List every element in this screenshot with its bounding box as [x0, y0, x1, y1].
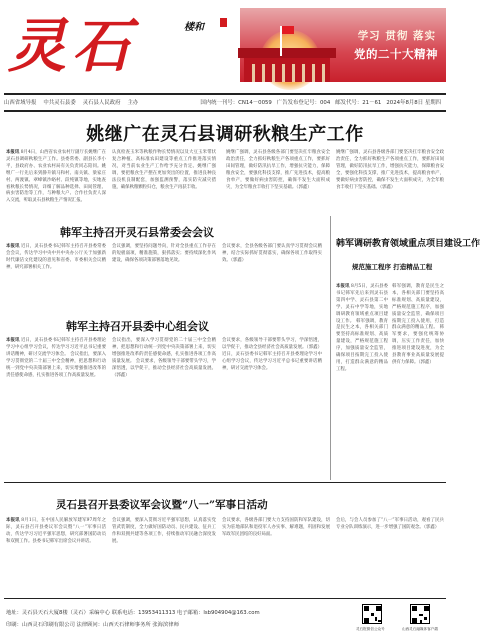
logo-signature: 楼和	[184, 22, 204, 33]
lead-headline: 姚继广在灵石县调研秋粮生产工作	[86, 124, 364, 145]
dateline: 本报讯	[6, 150, 20, 155]
story5-column-3	[222, 518, 330, 594]
lead-column-2	[112, 150, 216, 212]
newspaper-logo	[6, 4, 236, 84]
article-text: 韩军强调，教育是民生之本，各相关部门要坚持高标准规划、高质量建设，严格规范施工程序，加强质量安全监管，确保项目按期完工投入使用，打造群众满意的精品工程。	[392, 284, 444, 331]
story5-column-2	[112, 518, 216, 594]
dateline: 本报讯	[6, 338, 20, 343]
story4-headline: 韩军调研教育领域重点项目建设工作	[336, 239, 480, 249]
info-item: 邮发代号：21－61	[335, 100, 382, 106]
story3-column-3	[222, 338, 322, 468]
masthead	[0, 0, 450, 90]
story4-subheadline: 规范施工程序 打造精品工程	[352, 263, 433, 271]
lead-column-3	[226, 150, 330, 212]
qr-code-icon	[410, 604, 430, 624]
article-text: 姚继广强调，灵石县各级各部门要坚决扛牢粮食安全政治责任，全力抓好秋粮生产各项重点工作，要抓好田间管理，做好防汛抗旱工作，增强抗灾能力，保障粮食安全，要强化科技支撑，推广先进技术，提高粮食单产，要做好病虫害防控，确保不发生大面积成灾，为全年粮食丰收打下坚实基础。（郭鑫）	[226, 150, 330, 190]
great-hall-graphic	[244, 56, 330, 82]
article-text: 8月5日，灵石县委书记韩军先后来到灵石县第四中学、灵石县第二中学、灵石中学等地，实地调研教育领域重点项目建设工作。	[336, 284, 388, 324]
footer-printer: 印刷：山西灵石印刷有限公司 法律顾问：山西天石律师事务所 张海滨律师	[6, 622, 179, 628]
article-text: 认真检查玉米等秋粮作物长势情况以及大豆玉米带状复合种植、高标准农田建设等重点工作推进落实情况，对当前农业生产工作给予充分肯定。姚继广强调，要把粮食生产摆在更加突出的位置，推进良种良法良机良制配套，加强监测预警，落实防灾减灾措施，确保秋粮颗粒归仓，粮食生产再获丰收。	[112, 150, 216, 190]
article-text: 近日，灵石县委书记韩军主持召开县委理论学习中心组学习会议，传达学习习近平总书记重要讲话精神，研讨交流学习体会。	[222, 351, 322, 371]
publication-info-bar	[0, 95, 450, 109]
banner-slogan-line2: 党的二十大精神	[354, 47, 438, 61]
info-item: 国内统一刊号：CN14－0059	[200, 100, 272, 106]
story3-column-1	[6, 338, 106, 468]
qr-code-icon	[362, 604, 382, 624]
seal-stamp	[220, 18, 227, 27]
article-text: 近日，灵石县委书记韩军主持召开县委常委会会议，传达学习中央中共中央办公厅关于加强新时代廉洁文化建设的意见和省委、市委相关会议精神，研究部署相关工作。	[6, 244, 106, 270]
article-text: 会议要求，各级领导干部要带头学习，学深悟透，以学促干，推动全县经济社会高质量发展。（郭鑫）	[222, 338, 322, 350]
lead-column-4	[336, 150, 444, 212]
story2-column-3	[222, 244, 322, 308]
story4-column-2	[392, 284, 444, 468]
article-text: 会议要求，全县各级各部门要认真学习贯彻会议精神，结合实际抓好贯彻落实，确保各项工作取得实效。（郭鑫）	[222, 244, 322, 263]
article-text: 8月1日，在中国人民解放军建军97周年之际，灵石县召开县委议军会议暨“八一”军事日活动，传达学习习近平强军思想，研究部署国防动员和双拥工作。县委书记韩军出席会议并讲话。	[6, 518, 106, 544]
dateline: 本报讯	[336, 284, 350, 289]
article-text: 韩军要求，要强化统筹协调，压实工作责任，加快推进项目建设进度，为全县教育事业高质量发展提供有力保障。（郭鑫）	[392, 325, 444, 365]
qr-label: 山西灵石融媒体客户端	[402, 627, 438, 631]
info-item: 主办	[127, 100, 139, 106]
info-item: 中共灵石县委	[43, 100, 76, 106]
article-text: 会议指出，要深入学习贯彻党的二十届三中全会精神，把思想和行动统一到党中央决策部署上来，切实增强推进改革的责任感使命感，扎实推进各项工作高质量发展。	[112, 338, 216, 364]
info-item: 山西省域导报	[4, 100, 37, 106]
article-text: 会议指出，要深入学习贯彻党的二十届三中全会精神，把思想和行动统一到党中央决策部署上来，切实增强推进改革的责任感使命感，扎实推进各项工作高质量发展。	[6, 351, 106, 378]
story2-column-2	[112, 244, 216, 308]
article-text: 8月4日，山西省农业农村厅副厅长姚继广在灵石县调研秋粮生产工作。县委常委、副县长李小平，县政府办、农业农村局有关负责同志陪同。姚继广一行先后来到静升镇马和村、南关镇、梁家庄村、两渡镇、翠峰镇沙峪村、段纯镇等地，实地查看秋粮长势情况，详细了解品种选择、田间管理、病虫害防治等工作，与种粮大户、合作社负责人深入交流，听取灵石县秋粮生产情况汇报。	[6, 150, 106, 204]
story3-headline: 韩军主持召开县委中心组会议	[66, 320, 209, 333]
qr-label: 灵石报微信公众号	[356, 627, 385, 631]
banner-slogan-line1: 学习 贯彻 落实	[357, 30, 436, 42]
info-item: 灵石县人民政府	[82, 100, 121, 106]
article-text: 姚继广强调，灵石县各级各部门要坚决扛牢粮食安全政治责任，全力抓好秋粮生产各项重点工作，要抓好田间管理，做好防汛抗旱工作，增强抗灾能力，保障粮食安全，要强化科技支撑，推广先进技术，提高粮食单产，要做好病虫害防控，确保不发生大面积成灾，为全年粮食丰收打下坚实基础。（郭鑫）	[336, 150, 444, 190]
dateline: 本报讯	[6, 518, 20, 523]
theme-banner	[240, 8, 446, 82]
dateline: 本报讯	[6, 244, 20, 249]
article-text: 会议要求，各级各部门要大力支持国防和军队建设，切实为驻地部队和退役军人办实事、解难题，巩固和发展军政军民团结的良好局面。	[222, 518, 330, 537]
section-rule	[4, 482, 446, 483]
lead-column-1	[6, 150, 106, 212]
article-text: 会议强调，要深入贯彻习近平强军思想，认真落实党管武装制度，全力做好国防动员、民兵建设、征兵工作和双拥共建等各项工作，持续推动军民融合深度发展。	[112, 518, 216, 544]
logo-title: 灵石	[8, 12, 137, 80]
story5-headline: 灵石县召开县委议军会议暨“八一”军事日活动	[56, 499, 268, 511]
info-item: 广告发布登记号：004	[276, 100, 331, 106]
info-date: 2024年8月8日 星期四	[386, 100, 441, 106]
story4-column-1	[336, 284, 388, 468]
masthead-rule-bottom	[4, 110, 446, 112]
story3-column-2	[112, 338, 216, 468]
story5-column-1	[6, 518, 106, 594]
footer	[0, 600, 450, 640]
article-text: 近日，灵石县委书记韩军主持召开县委理论学习中心组学习会议，传达学习习近平总书记重要讲话精神，研讨交流学习体会。	[6, 338, 106, 357]
footer-address: 地址：灵石县天石大厦8楼（灵石）采编中心 联系电话：13953411313 电子邮箱：lsb904904@163.com	[6, 610, 260, 616]
article-text: 会议要求，各级领导干部要带头学习，学深悟透，以学促干，推动全县经济社会高质量发展。（郭鑫）	[112, 358, 216, 378]
footer-rule	[4, 598, 446, 599]
article-text: 韩军强调，教育是民生之本，各相关部门要坚持高标准规划、高质量建设，严格规范施工程序，加强质量安全监管，确保项目按期完工投入使用，打造群众满意的精品工程。	[336, 318, 388, 372]
article-text: 会后，与会人员参加了“八一”军事日活动，观看了民兵专业分队训练演示，进一步增强了国防观念。（郭鑫）	[336, 518, 444, 530]
article-text: 会议强调，要坚持问题导向，针对全县重点工作存在的短板弱项，精准施策，狠抓落实；要持续深化作风建设，确保各项决策部署落地见效。	[112, 244, 216, 263]
story2-headline: 韩军主持召开灵石县常委会会议	[60, 226, 214, 239]
flag-icon	[280, 26, 282, 56]
story2-column-1	[6, 244, 106, 308]
story5-column-4	[336, 518, 444, 594]
column-divider	[330, 216, 331, 480]
